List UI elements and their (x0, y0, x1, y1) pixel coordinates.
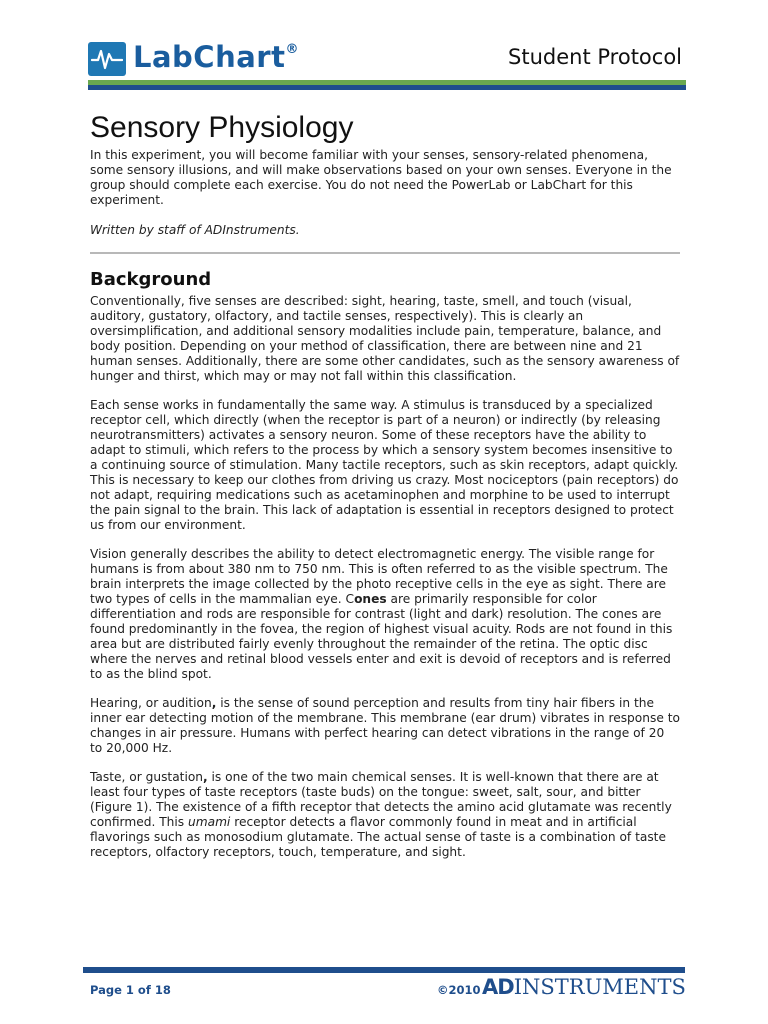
header-divider-blue (88, 85, 686, 90)
page-number: Page 1 of 18 (90, 983, 171, 997)
paragraph-taste: Taste, or gustation, is one of the two main chemical senses. It is well-known that there are at least four types of taste receptors (taste buds) on the tongue: sweet, salt, sour, and bitter (Figure 1). The existence of a fifth receptor that detects the amino acid glutamate was recently confirmed. This umami receptor detects a flavor commonly found in meat and in artificial flavorings such as monosodium glutamate. The actual sense of taste is a combination of taste receptors, olfactory receptors, touch, temperature, and sight. (90, 770, 672, 859)
paragraph-vision: Vision generally describes the ability to detect electromagnetic energy. The visible range for humans is from about 380 nm to 750 nm. This is often referred to as the visible spectrum. The brain interprets the image collected by the photo receptive cells in the eye as sight. There are two types of cells in the mammalian eye. Cones are primarily responsible for color differentiation and rods are responsible for contrast (light and dark) resolution. The cones are found predominantly in the fovea, the region of highest visual acuity. Rods are not found in this area but are distributed fairly evenly throughout the remainder of the retina. The optic disc where the nerves and retinal blood vessels enter and exit is devoid of receptors and is referred to as the blind spot. (90, 547, 673, 681)
protocol-label: Student Protocol (508, 45, 682, 69)
adinstruments-logo: ADINSTRUMENTS (482, 975, 686, 999)
labchart-logo-icon (88, 42, 126, 76)
logo-text: LabChart® (133, 40, 299, 74)
paragraph-sense-mechanism: Each sense works in fundamentally the same way. A stimulus is transduced by a specialized receptor cell, which directly (when the receptor is part of a neuron) or indirectly (by releasing neurotransmitters) activates a sensory neuron. Some of these receptors have the ability to adapt to stimuli, which refers to the process by which a sensory system becomes insensitive to a continuing source of stimulation. Many tactile receptors, such as skin receptors, adapt quickly. This is necessary to keep our clothes from driving us crazy. Most nociceptors (pain receptors) do not adapt, requiring medications such as acetaminophen and morphine to be used to interrupt the pain signal to the brain. This lack of adaptation is essential in receptors designed to protect us from our environment. (90, 398, 679, 532)
byline: Written by staff of ADInstruments. (90, 223, 300, 237)
copyright: ©2010 (437, 983, 481, 997)
paragraph-senses: Conventionally, five senses are described: sight, hearing, taste, smell, and touch (visual, auditory, gustatory, olfactory, and tactile senses, respectively). This is clearly an oversimplification, and additional sensory modalities include pain, temperature, balance, and body position. Depending on your method of classification, there are between nine and 21 human senses. Additionally, there are some other candidates, such as the sensory awareness of hunger and thirst, which may or may not fall within this classification. (90, 294, 680, 383)
document-body (90, 108, 680, 860)
intro-paragraph: In this experiment, you will become familiar with your senses, sensory-related phenomena, some sensory illusions, and will make observations based on your own senses. Everyone in the group should complete each exercise. You do not need the PowerLab or LabChart for this experiment. (90, 148, 672, 207)
section-divider (90, 252, 680, 254)
header (88, 42, 686, 78)
paragraph-hearing: Hearing, or audition, is the sense of sound perception and results from tiny hair fibers in the inner ear detecting motion of the membrane. This membrane (ear drum) vibrates in response to changes in air pressure. Humans with perfect hearing can detect vibrations in the range of 20 to 20,000 Hz. (90, 696, 680, 755)
section-heading-background: Background (90, 269, 212, 290)
page-title: Sensory Physiology (90, 111, 354, 144)
footer-divider (83, 967, 685, 973)
